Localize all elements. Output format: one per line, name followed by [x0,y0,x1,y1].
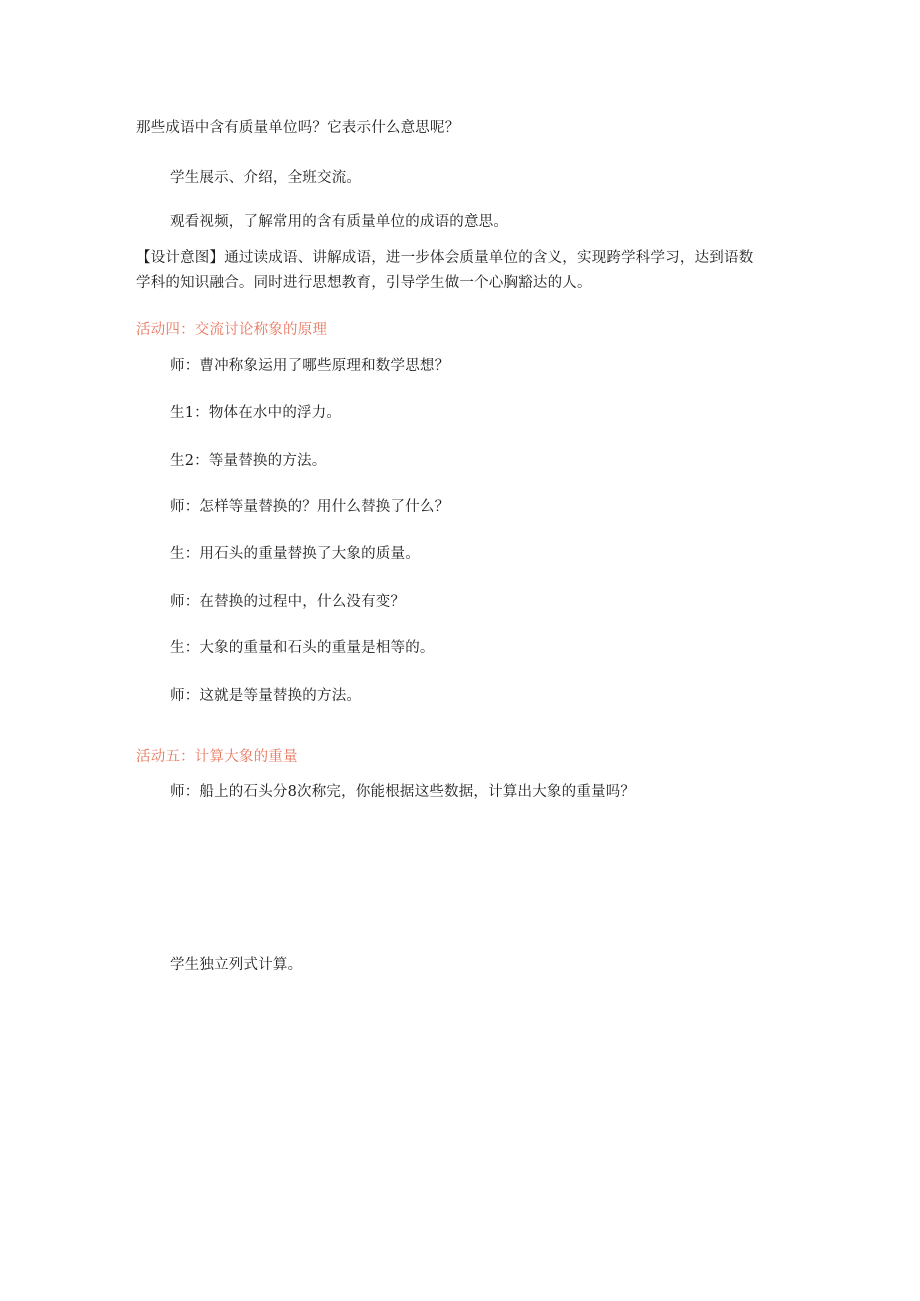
activity4-heading: 活动四：交流讨论称象的原理 [136,322,328,338]
design-intent-line-2: 学科的知识融合。同时进行思想教育，引导学生做一个心胸豁达的人。 [136,275,592,291]
activity5-question: 师：船上的石头分8次称完，你能根据这些数据，计算出大象的重量吗？ [170,784,636,800]
dialogue-line: 师：怎样等量替换的？用什么替换了什么？ [170,499,450,515]
dialogue-line: 生1：物体在水中的浮力。 [170,405,342,421]
dialogue-line: 师：这就是等量替换的方法。 [170,688,362,704]
design-intent-line-1: 【设计意图】通过读成语、讲解成语，进一步体会质量单位的含义，实现跨学科学习，达到语数 [136,250,754,266]
dialogue-line: 师：曹冲称象运用了哪些原理和数学思想？ [170,358,450,374]
intro-question: 那些成语中含有质量单位吗？它表示什么意思呢？ [136,120,460,136]
watch-video-line: 观看视频，了解常用的含有质量单位的成语的意思。 [170,214,509,230]
dialogue-line: 生2：等量替换的方法。 [170,453,327,469]
activity5-heading: 活动五：计算大象的重量 [136,749,298,765]
student-calculation-line: 学生独立列式计算。 [170,957,303,973]
dialogue-line: 生：用石头的重量替换了大象的质量。 [170,546,420,562]
dialogue-line: 师：在替换的过程中，什么没有变？ [170,594,406,610]
dialogue-line: 生：大象的重量和石头的重量是相等的。 [170,640,435,656]
student-activity-line: 学生展示、介绍，全班交流。 [170,170,362,186]
